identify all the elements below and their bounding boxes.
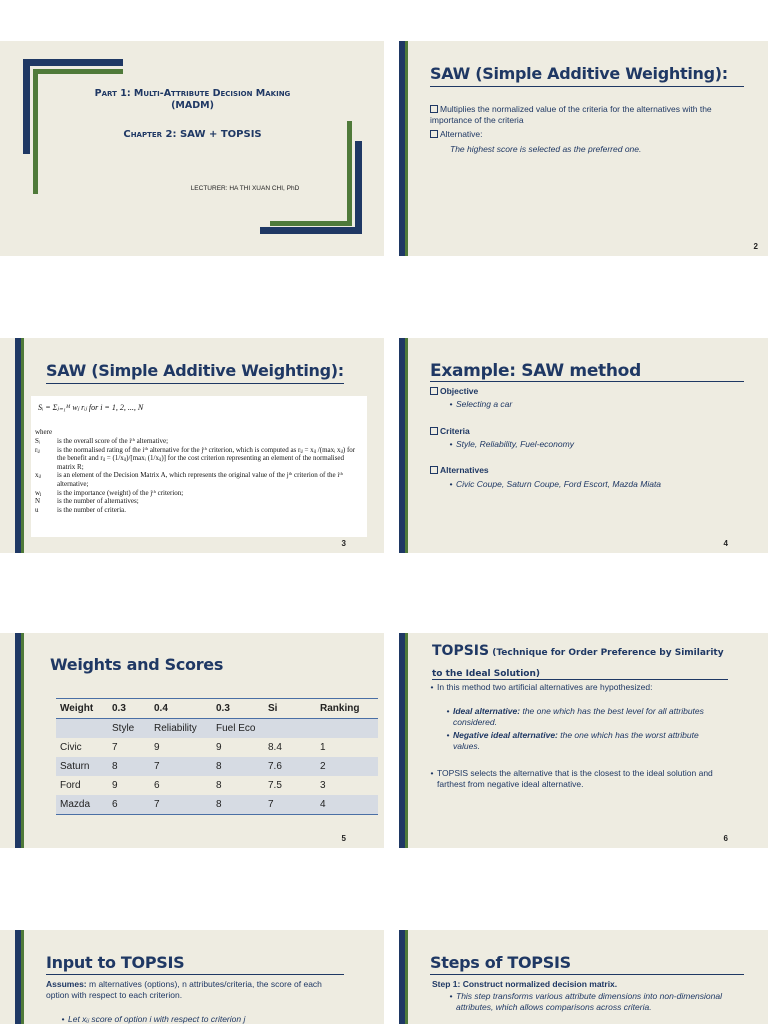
table-cell: 3 [320,780,326,791]
slide-title [0,41,384,256]
sub-text: Civic Coupe, Saturn Coupe, Ford Escort, Mazda Miata [456,479,662,489]
slide-left-bar-green [21,930,24,1024]
table-cell: Reliability [154,723,197,734]
slide-saw-example [399,338,768,553]
bullet-multiplies [430,104,730,126]
table-cell: 8 [112,761,118,772]
corner-bar-bottom-green [270,221,352,226]
checkbox-icon [430,105,438,113]
slide-left-bar-green [405,338,408,553]
bullet-two-alternatives [427,682,727,693]
table-header-cell: Weight [60,703,94,714]
table-cell: Fuel Eco [216,723,256,734]
assumes-body: m alternatives (options), n attributes/criteria, the score of each option with respect to each criterion. [46,979,322,1000]
def-symbol: Sᵢ [35,437,41,445]
table-header-cell: 0.3 [112,703,126,714]
page-number: 6 [723,834,728,843]
table-header-cell: Ranking [320,703,360,714]
bullet-dot: • [446,706,450,716]
sub-text: Style, Reliability, Fuel-economy [456,439,574,449]
chapter-title: Chapter 2: SAW + TOPSIS [123,129,262,140]
corner-bar-left [23,59,30,154]
heading-underline [46,383,344,384]
table-cell [264,719,316,739]
heading-underline [430,974,744,975]
heading-underline [430,86,744,87]
table-cell: 8 [216,761,222,772]
def-symbol: wⱼ [35,488,42,497]
slide-heading: Example: SAW method [430,361,641,381]
page-number: 5 [341,834,346,843]
bullet-text: TOPSIS selects the alternative that is the closest to the ideal solution and farthest from negative ideal alternative. [437,768,713,789]
corner-bar-right [355,141,362,234]
def-text: is the overall score of the iᵗʰ alternative; [57,437,169,445]
heading-criteria [430,426,470,437]
heading-underline [46,974,344,975]
heading-underline [432,679,728,680]
table-cell [56,719,108,739]
bullet-dot: • [430,682,434,692]
term-label: Ideal alternative: [453,706,521,716]
bullet-dot: • [446,730,450,740]
corner-bar-right-green [347,121,352,226]
heading-objective [430,386,478,397]
table-cell: Saturn [60,761,90,772]
table-cell: 7.6 [268,761,282,772]
definition-row [35,489,363,498]
checkbox-icon [430,130,438,138]
slide-title-line2: (MADM) [171,100,214,111]
slide-saw-intro [399,41,768,256]
table-cell: 6 [112,799,118,810]
slide-saw-formula [0,338,384,553]
table-header-cell: 0.4 [154,703,168,714]
slide-left-bar-green [405,633,408,848]
bullet-text: Alternative: [440,129,483,139]
corner-bar-top-green [33,69,123,74]
heading-alternatives [430,465,489,476]
term-label: Negative ideal alternative: [453,730,558,740]
slide-weights-scores [0,633,384,848]
term-text: the one which has the best level for all attributes considered. [453,706,704,727]
corner-bar-left-green [33,69,38,194]
corner-bar-bottom [260,227,362,234]
table-header-cell: 0.3 [216,703,230,714]
def-text: is an element of the Decision Matrix A, which represents the original value of the jᵗʰ criterion of the iᵗʰ alternative; [57,471,343,488]
sub-text: Selecting a car [456,399,513,409]
assumes-label: Assumes: [46,979,87,989]
table-cell: Civic [60,742,82,753]
sub-text [453,706,713,728]
bullet-dot: • [449,991,453,1001]
bullet-dot: • [449,399,453,409]
table-cell [316,719,378,739]
table-cell: 8.4 [268,742,282,753]
table-row [56,776,378,795]
heading-sub: (Technique for Order Preference by Similarity to the Ideal Solution) [432,648,724,679]
page-number: 4 [723,539,728,548]
checkbox-icon [430,387,438,395]
table-cell: 1 [320,742,326,753]
sub-objective [446,399,512,410]
slide-heading: Weights and Scores [50,655,224,674]
sub-alternatives [446,479,661,490]
slide-steps-topsis [399,930,768,1024]
checkbox-icon [430,466,438,474]
table-cell: Mazda [60,799,91,810]
def-symbol: N [35,497,41,506]
table-cell: 8 [216,780,222,791]
sub-criteria [446,439,574,450]
definitions [35,437,363,514]
table-header-cell: Si [268,703,278,714]
def-symbol: u [35,505,39,514]
table-row [56,738,378,757]
table-cell: 2 [320,761,326,772]
formula-box [31,396,367,537]
step1-sub [446,991,726,1013]
slide-left-bar-green [405,930,408,1024]
definition-row [35,437,363,446]
heading-underline [430,381,744,382]
sub-text [453,730,713,752]
table-cell: 9 [216,742,222,753]
table-cell: 9 [154,742,160,753]
table-cell: 8 [216,799,222,810]
def-text: is the normalised rating of the iᵗʰ alternative for the jᵗʰ criterion, which is computed as rᵢⱼ = xᵢⱼ /(maxᵢ xᵢⱼ) for the benefit and rᵢⱼ = (1/xᵢⱼ)/[maxᵢ (1/xᵢⱼ)] for the cost criterion representing an element of the normalised matrix R; [57,445,356,471]
sub-text: Let xᵢⱼ score of option i with respect to criterion j [68,1014,246,1024]
table-row [56,757,378,776]
table-cell: 6 [154,780,160,791]
heading-main: TOPSIS [432,643,490,659]
checkbox-icon [430,427,438,435]
sub-negative-ideal [443,730,713,752]
lecturer: LECTURER: HA THI XUAN CHI, PhD [190,185,300,192]
weights-table [56,698,378,815]
slide-input-topsis [0,930,384,1024]
bullet-dot: • [449,479,453,489]
definition-row [35,497,363,506]
slide-heading: Input to TOPSIS [46,953,185,972]
bullet-dot: • [61,1014,65,1024]
table-cell: 7 [112,742,118,753]
step1-heading: Step 1: Construct normalized decision matrix. [432,979,618,989]
heading-text: Objective [440,386,479,396]
table-cell: 7 [154,761,160,772]
bullet-text: Multiplies the normalized value of the criteria for the alternatives with the importance of the criteria [430,104,712,125]
definition-row [35,471,363,488]
table-cell: Style [112,723,135,734]
slide-left-bar-green [21,338,24,553]
slide-topsis-intro [399,633,768,848]
table-cell: 7.5 [268,780,282,791]
page-number: 2 [753,242,758,251]
heading-text: Criteria [440,426,470,436]
table-cell: 4 [320,799,326,810]
bullet-alternative [430,129,483,140]
def-text: is the number of criteria. [57,505,127,514]
slide-left-bar-green [21,633,24,848]
slide-left-bar-green [405,41,408,256]
sub-ideal [443,706,713,728]
table-cell: 9 [112,780,118,791]
table-cell: 7 [268,799,274,810]
def-symbol: xᵢⱼ [35,471,41,480]
page-number: 3 [341,539,346,548]
bullet-dot: • [449,439,453,449]
table-header-row [56,699,378,719]
saw-formula: Sᵢ = Σⱼ₌₁ᴹ wⱼ rᵢⱼ for i = 1, 2, ..., N [38,403,144,412]
table-cell: Ford [60,780,81,791]
sub-bullet-highest: The highest score is selected as the preferred one. [450,144,642,154]
bullet-topsis-selects [427,768,727,790]
table-row [56,795,378,815]
sub-let [58,1014,245,1024]
where-label: where [35,428,53,436]
slide-heading: SAW (Simple Additive Weighting): [46,361,344,380]
table-cell: 7 [154,799,160,810]
slide-heading: Steps of TOPSIS [430,953,571,972]
sub-text: This step transforms various attribute dimensions into non-dimensional attributes, which allows comparisons across criteria. [456,991,722,1012]
heading-text: Alternatives [440,465,489,475]
slide-title-line1: Part 1: Multi-Attribute Decision Making [94,88,291,99]
def-text: is the number of alternatives; [57,497,139,506]
definition-row [35,506,363,515]
bullet-text: In this method two artificial alternatives are hypothesized: [437,682,653,692]
corner-bar-top [23,59,123,66]
slide-heading [432,641,732,683]
bullet-dot: • [430,768,434,778]
def-symbol: rᵢⱼ [35,445,40,454]
slide-heading: SAW (Simple Additive Weighting): [430,64,728,83]
table-subheader-row [56,719,378,739]
definition-row [35,446,363,472]
term-text: the one which has the worst attribute values. [453,730,699,751]
def-text: is the importance (weight) of the jᵗʰ criterion; [57,488,184,497]
assumes-text [46,979,346,1001]
